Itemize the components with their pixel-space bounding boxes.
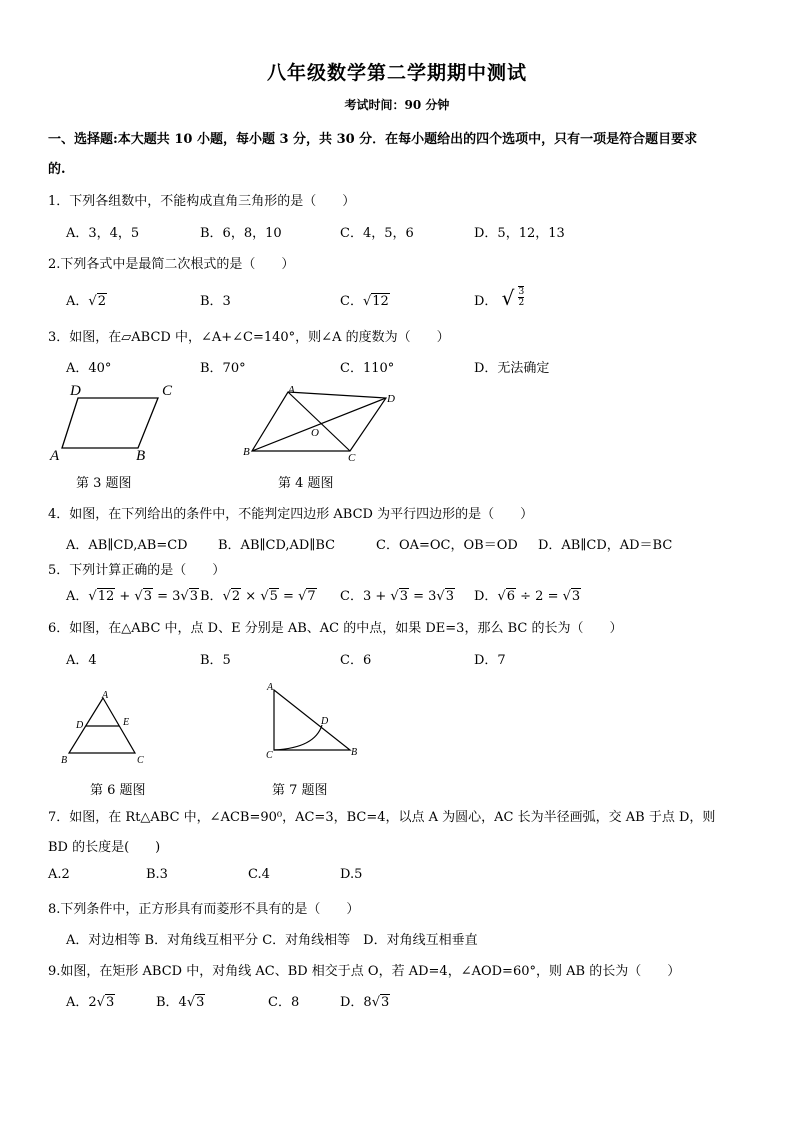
sqrt-symbol: √2 [88, 294, 106, 309]
q6-option-d: D．7 [474, 653, 506, 668]
sqrt-symbol: √3 [562, 589, 581, 604]
q5-d-op: ÷ 2 = [516, 589, 563, 604]
q5-option-c [340, 585, 455, 604]
q5-a-radicand-3: 3 [189, 589, 198, 604]
q9-option-d [340, 991, 390, 1010]
sqrt-symbol: √3 [371, 995, 390, 1010]
figure-7-right-triangle-arc [260, 680, 370, 766]
q9-option-a [66, 991, 115, 1010]
q2-option-c-label: C． [340, 294, 363, 309]
q5-a-label: A． [66, 589, 89, 604]
q7-line2: BD 的长度是( ) [48, 840, 161, 855]
q9-a-label: A．2 [66, 995, 97, 1010]
q7-option-a: A.2 [48, 867, 70, 882]
q5-d-radicand-1: 6 [506, 589, 516, 604]
q1-stem: 1．下列各组数中，不能构成直角三角形的是（ ） [48, 194, 356, 209]
q6-stem: 6．如图，在△ABC 中，点 D、E 分别是 AB、AC 的中点，如果 DE=3，那么 BC 的长为（ ） [48, 621, 623, 636]
q5-stem: 5．下列计算正确的是（ ） [48, 563, 226, 578]
q2-option-c-radicand: 12 [372, 294, 389, 309]
fig7-label-c: C [266, 750, 273, 761]
sqrt-symbol: √3 [390, 589, 408, 604]
sqrt-symbol: √2 [222, 589, 241, 604]
q1-option-d: D．5，12，13 [474, 226, 565, 241]
q2-option-a [66, 290, 107, 309]
q2-option-a-label: A． [66, 294, 89, 309]
q5-a-radicand-2: 3 [143, 589, 152, 604]
fig4-label-a: A [288, 384, 295, 396]
sqrt-symbol: √3 [134, 589, 152, 604]
q5-a-eq: = 3 [152, 589, 181, 604]
q7-option-d: D.5 [340, 867, 363, 882]
q5-c-radicand-1: 3 [399, 589, 408, 604]
fig6-label-d: D [76, 720, 84, 731]
fig6-label-c: C [137, 755, 144, 766]
sqrt-symbol: √6 [497, 589, 516, 604]
figure-4-parallelogram-diagonals [238, 383, 408, 465]
q4-stem: 4．如图，在下列给出的条件中，不能判定四边形 ABCD 为平行四边形的是（ ） [48, 507, 534, 522]
sqrt-symbol: √3 [186, 995, 205, 1010]
q5-c-pre: 3 + [362, 589, 391, 604]
q5-d-label: D． [474, 589, 498, 604]
q4-option-b: B．AB∥CD,AD∥BC [218, 538, 336, 553]
q1-option-c: C．4，5，6 [340, 226, 414, 241]
q7-line1: 7．如图，在 Rt△ABC 中，∠ACB=90⁰，AC=3，BC=4，以点 A 为圆心，AC 长为半径画弧，交 AB 于点 D，则 [48, 810, 716, 825]
q1-option-a: A．3，4，5 [66, 226, 140, 241]
q6-option-b: B．5 [200, 653, 231, 668]
q5-a-radicand-1: 12 [97, 589, 115, 604]
fig3-label-c: C [162, 383, 173, 399]
q2-option-d-label: D． [474, 294, 498, 309]
q3-option-d: D．无法确定 [474, 361, 550, 376]
fig4-label-o: O [311, 427, 319, 439]
sqrt-symbol: √5 [260, 589, 278, 604]
fig4-caption: 第 4 题图 [278, 476, 334, 491]
fig3-label-d: D [70, 383, 81, 399]
q5-b-label: B． [200, 589, 223, 604]
q5-c-eq: = 3 [408, 589, 437, 604]
q5-b-radicand-2: 5 [269, 589, 278, 604]
q1-option-b: B．6，8，10 [200, 226, 282, 241]
figure-6-triangle-midline [55, 688, 155, 770]
fig7-caption: 第 7 题图 [272, 783, 328, 798]
q9-b-radicand: 3 [196, 995, 205, 1010]
section-instructions-line1: 一、选择题:本大题共 10 小题，每小题 3 分，共 30 分．在每小题给出的四个选项中，只有一项是符合题目要求 [48, 132, 698, 147]
q9-option-c: C．8 [268, 995, 300, 1010]
q3-stem: 3．如图，在▱ABCD 中，∠A+∠C=140°，则∠A 的度数为（ ） [48, 330, 450, 345]
sqrt-symbol: √3 [96, 995, 115, 1010]
q9-b-label: B．4 [156, 995, 187, 1010]
q9-a-radicand: 3 [105, 995, 115, 1010]
q5-option-b [200, 585, 317, 604]
q6-option-a: A．4 [66, 653, 97, 668]
sqrt-symbol: √3 [436, 589, 454, 604]
fig3-caption: 第 3 题图 [76, 476, 132, 491]
fig6-label-a: A [102, 690, 109, 701]
sqrt-fraction: √ $\frac{3}{2}$ [501, 286, 525, 310]
q2-option-b: B．3 [200, 294, 231, 309]
sqrt-symbol: √12 [362, 294, 389, 309]
fig7-label-b: B [351, 747, 358, 758]
fig7-label-a: A [267, 682, 274, 693]
q9-d-radicand: 3 [381, 995, 390, 1010]
fig6-label-e: E [123, 717, 130, 728]
fig7-label-d: D [321, 716, 329, 727]
q9-option-b [156, 991, 205, 1010]
q2-option-c [340, 290, 390, 309]
sqrt-symbol: √12 [88, 589, 115, 604]
fig3-label-a: A [50, 448, 60, 464]
q4-option-a: A．AB∥CD,AB=CD [66, 538, 188, 553]
fig4-label-c: C [348, 452, 356, 464]
q3-option-a: A．40° [66, 361, 112, 376]
q2-option-d-numerator: 3 [518, 287, 525, 297]
q8-options: A．对边相等 B．对角线互相平分 C．对角线相等 D．对角线互相垂直 [66, 933, 478, 948]
q2-option-d-denominator: 2 [518, 298, 525, 308]
q4-option-c: C．OA=OC，OB＝OD [376, 538, 518, 553]
q4-option-d: D．AB∥CD，AD＝BC [538, 538, 673, 553]
exam-time: 考试时间：90 分钟 [344, 98, 450, 112]
q2-option-a-radicand: 2 [97, 294, 106, 309]
q6-option-c: C．6 [340, 653, 372, 668]
q3-option-b: B．70° [200, 361, 246, 376]
q5-d-radicand-2: 3 [571, 589, 581, 604]
q7-option-b: B.3 [146, 867, 168, 882]
q5-option-a [66, 585, 199, 604]
q5-b-radicand-3: 7 [307, 589, 316, 604]
q5-b-op: × [241, 589, 261, 604]
q3-option-c: C．110° [340, 361, 395, 376]
q5-c-label: C． [340, 589, 363, 604]
q5-c-radicand-2: 3 [445, 589, 454, 604]
q9-stem: 9.如图，在矩形 ABCD 中，对角线 AC、BD 相交于点 O，若 AD=4，∠AOD=60°，则 AB 的长为（ ） [48, 964, 681, 979]
sqrt-symbol: √3 [180, 589, 198, 604]
q5-a-op: + [115, 589, 135, 604]
fig3-label-b: B [136, 448, 146, 464]
q2-option-d [474, 284, 524, 308]
section-instructions-line2: 的. [48, 162, 66, 177]
q5-b-radicand-1: 2 [231, 589, 241, 604]
exam-title: 八年级数学第二学期期中测试 [266, 62, 527, 84]
q5-b-eq: = [278, 589, 299, 604]
figure-3-parallelogram [40, 380, 180, 465]
fig4-label-d: D [387, 393, 395, 405]
q7-option-c: C.4 [248, 867, 270, 882]
q9-d-label: D．8 [340, 995, 372, 1010]
q2-stem: 2.下列各式中是最简二次根式的是（ ） [48, 257, 295, 272]
sqrt-symbol: √7 [298, 589, 316, 604]
fig4-label-b: B [243, 446, 250, 458]
q8-stem: 8.下列条件中，正方形具有而菱形不具有的是（ ） [48, 902, 360, 917]
fig6-caption: 第 6 题图 [90, 783, 146, 798]
fig6-label-b: B [61, 755, 68, 766]
q5-option-d [474, 585, 581, 604]
